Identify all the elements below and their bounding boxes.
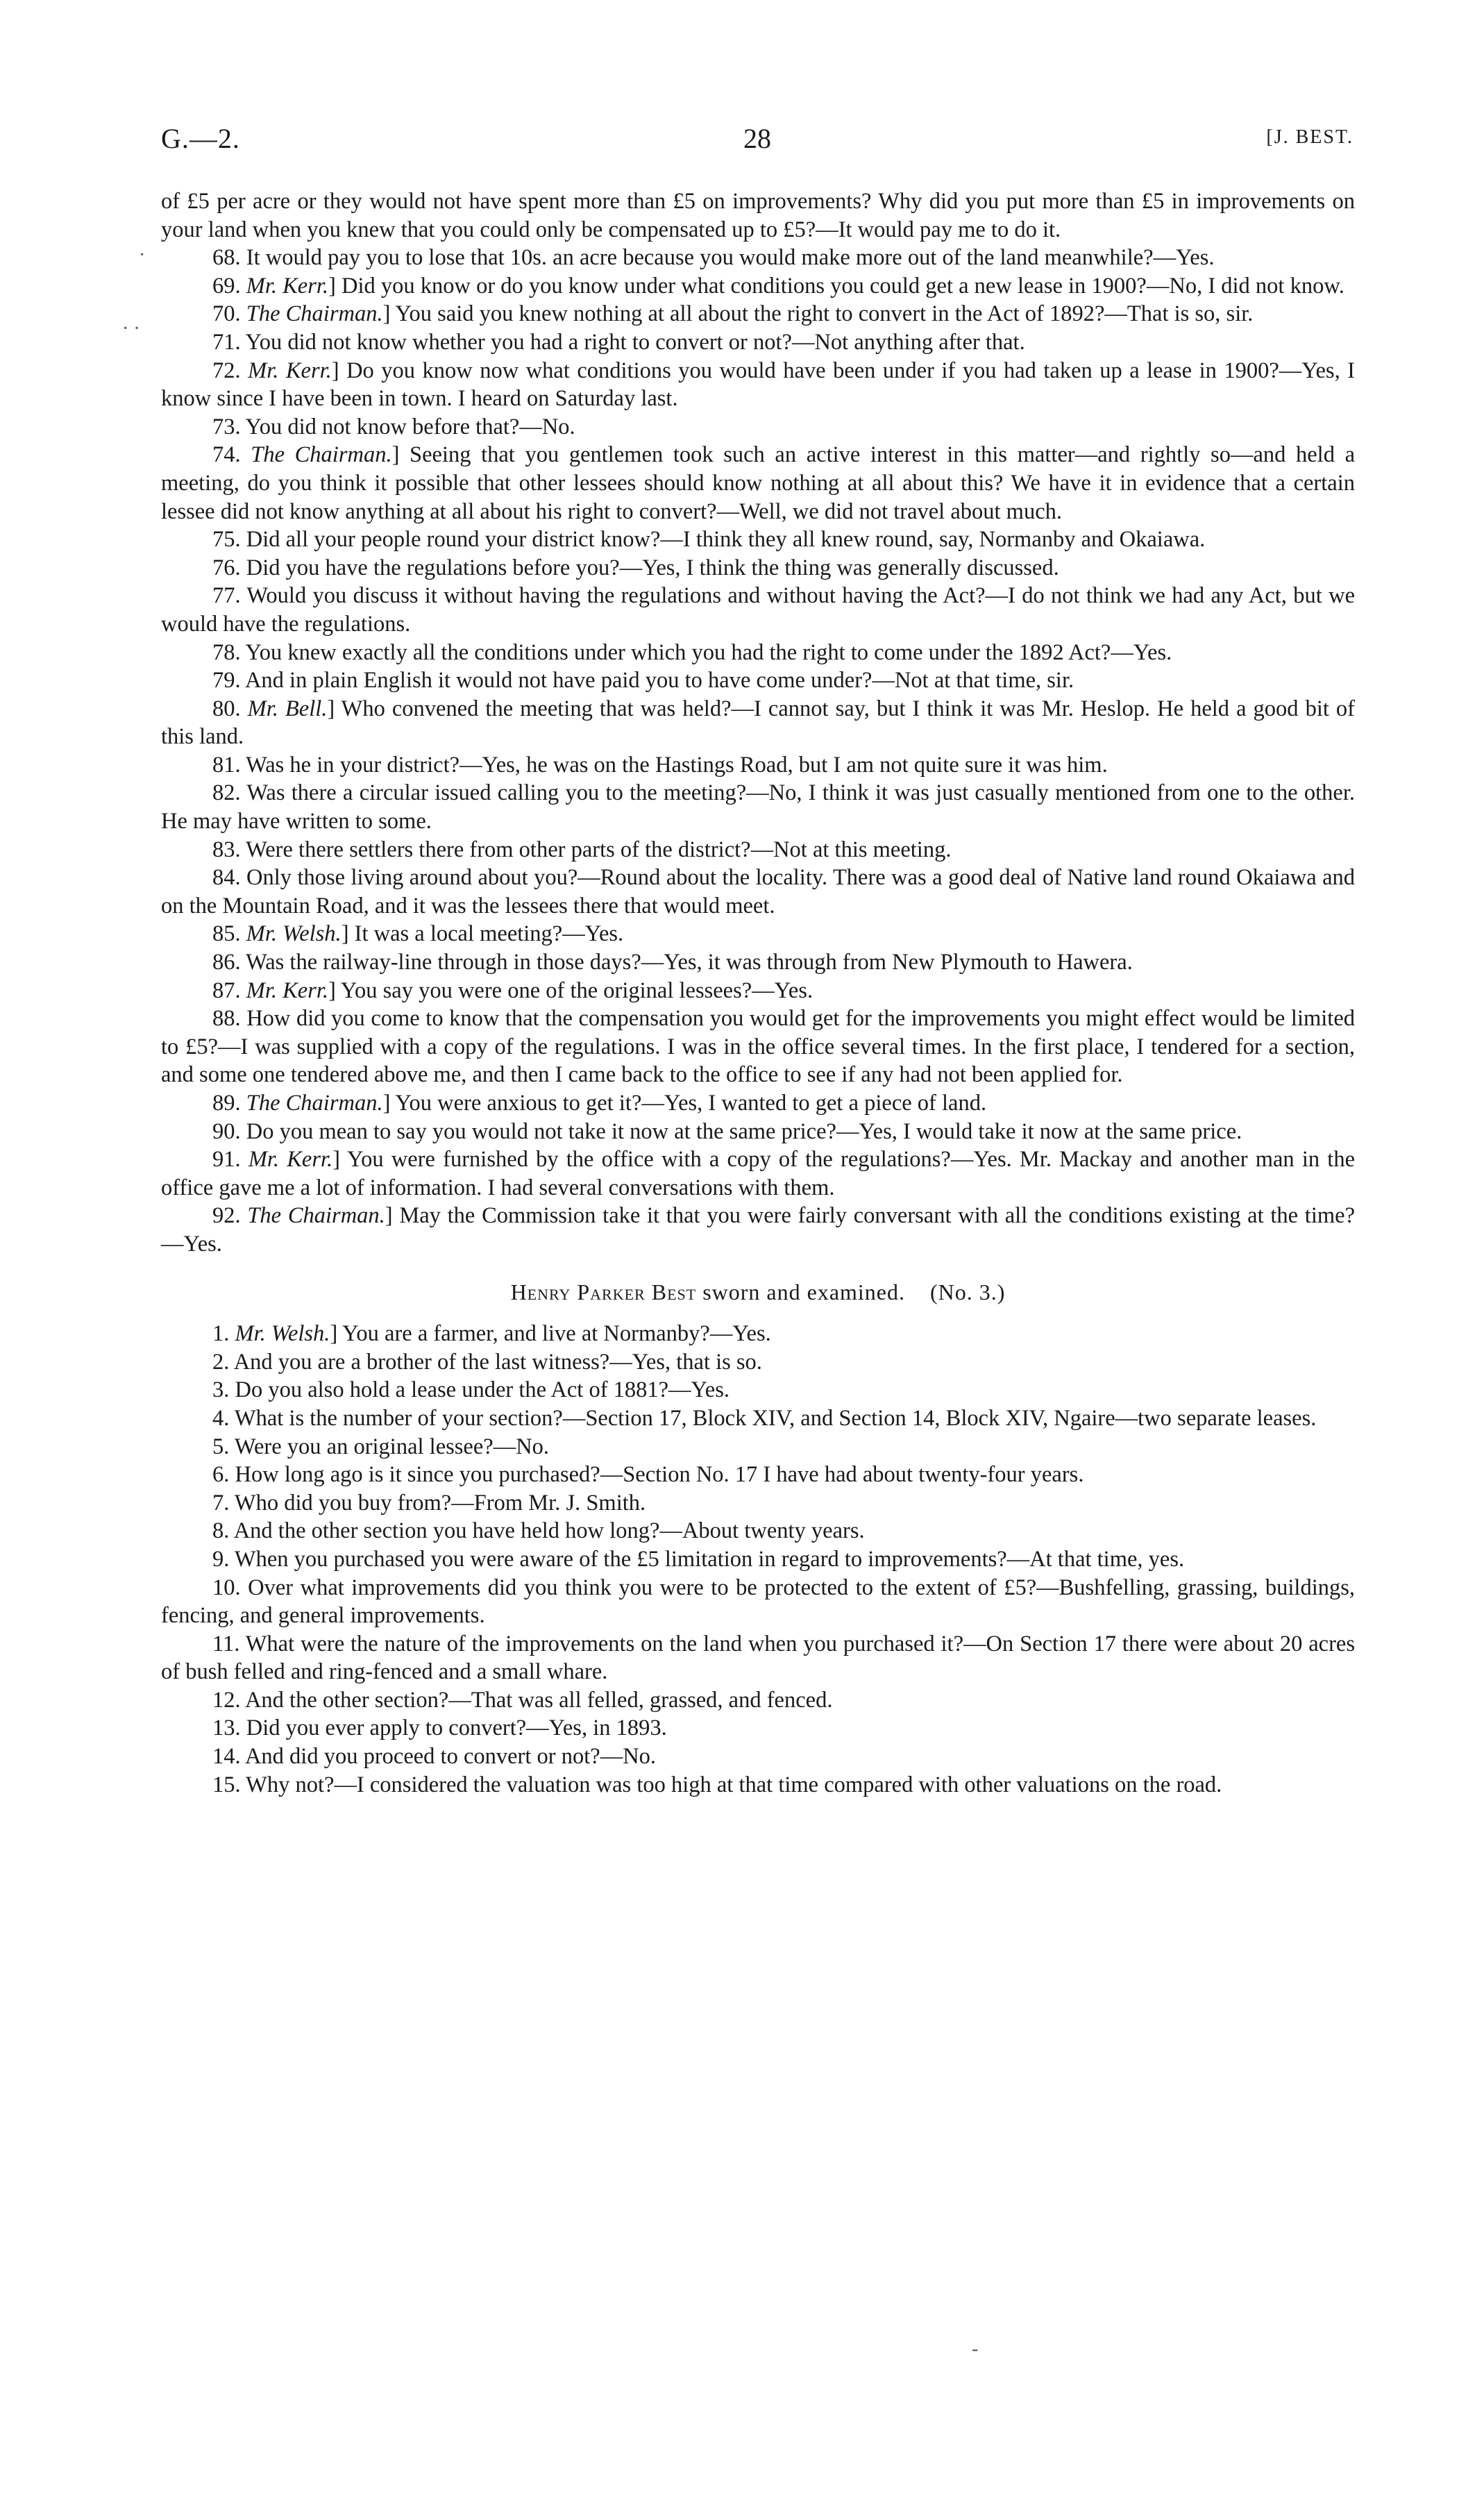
paragraph: 2. And you are a brother of the last witness?—Yes, that is so.: [212, 1349, 762, 1375]
question-text: ] You say you were one of the original lessees?—Yes.: [328, 977, 813, 1003]
margin-mark: · ·: [122, 318, 140, 339]
paragraph: [161, 441, 1355, 526]
paragraph: 81. Was he in your district?—Yes, he was on the Hastings Road, but I am not quite sure it was him.: [212, 752, 1108, 778]
paragraph: [161, 920, 1355, 948]
paragraph: 76. Did you have the regulations before you?—Yes, I think the thing was generally discussed.: [212, 555, 1059, 580]
paragraph: [161, 272, 1355, 301]
witness-name: Henry Parker Best: [510, 1279, 697, 1304]
paragraph: 83. Were there settlers there from other parts of the district?—Not at this meeting.: [212, 837, 952, 862]
paragraph: [161, 977, 1355, 1005]
margin-mark: -: [972, 2338, 979, 2360]
question-number: 85.: [212, 921, 241, 947]
question-number: 70.: [212, 301, 241, 327]
speaker: Mr. Kerr.: [248, 358, 332, 383]
paragraph: 86. Was the railway-line through in those days?—Yes, it was through from New Plymouth to Hawera.: [212, 950, 1133, 975]
paragraph: 82. Was there a circular issued calling you to the meeting?—No, I think it was just casually mentioned from one to the other. He may have written to some.: [161, 780, 1355, 834]
paragraph: 11. What were the nature of the improvements on the land when you purchased it?—On Section 17 there were about 20 acres of bush felled and ring-fenced and a small whare.: [161, 1631, 1355, 1685]
margin-mark: ·: [139, 244, 146, 266]
speaker: Mr. Welsh.: [235, 1321, 330, 1347]
paragraph: 79. And in plain English it would not have paid you to have come under?—Not at that time, sir.: [212, 668, 1074, 694]
paragraph: 73. You did not know before that?—No.: [212, 414, 575, 439]
paragraph: 75. Did all your people round your district know?—I think they all knew round, say, Normanby and Okaiawa.: [212, 527, 1206, 553]
paragraph: 4. What is the number of your section?—Section 17, Block XIV, and Section 14, Block XIV, Ngaire—two separate leases.: [212, 1405, 1317, 1431]
paragraph: 6. How long ago is it since you purchased?—Section No. 17 I have had about twenty-four years.: [212, 1462, 1084, 1488]
paragraph: [161, 357, 1355, 413]
question-number: 1.: [212, 1321, 230, 1347]
paragraph: 15. Why not?—I considered the valuation was too high at that time compared with other valuations on the road.: [212, 1772, 1222, 1797]
paragraph: 84. Only those living around about you?—Round about the locality. There was a good deal of Native land round Okaiawa and on the Mountain Road, and it was the lessees there that would meet.: [161, 865, 1355, 918]
question-text: ] You said you knew nothing at all about the right to convert in the Act of 1892?—That is so, sir.: [382, 301, 1254, 327]
speaker: Mr. Bell.: [247, 696, 328, 721]
question-text: ] You were furnished by the office with a copy of the regulations?—Yes. Mr. Mackay and another man in the office gave me a lot of information. I had several conversations with them.: [161, 1147, 1356, 1200]
paragraph: 5. Were you an original lessee?—No.: [212, 1434, 550, 1459]
paragraph: 14. And did you proceed to convert or not?—No.: [212, 1744, 657, 1770]
question-text: ] You were anxious to get it?—Yes, I wanted to get a piece of land.: [382, 1091, 987, 1116]
question-text: ] It was a local meeting?—Yes.: [341, 921, 624, 947]
question-number: 69.: [212, 273, 241, 299]
paragraph: 71. You did not know whether you had a right to convert or not?—Not anything after that.: [212, 329, 1025, 355]
question-number: 89.: [212, 1091, 241, 1116]
paragraph: 10. Over what improvements did you think you were to be protected to the extent of £5?—Bushfelling, grassing, buildings, fencing, and general improvements.: [161, 1575, 1355, 1629]
witness-heading-text: sworn and examined.: [696, 1279, 905, 1304]
paragraph: 7. Who did you buy from?—From Mr. J. Smith.: [212, 1490, 646, 1516]
speaker: The Chairman.: [246, 301, 383, 327]
paragraph: 13. Did you ever apply to convert?—Yes, in 1893.: [212, 1715, 667, 1741]
speaker: Mr. Kerr.: [248, 1147, 333, 1173]
question-number: 80.: [212, 696, 241, 721]
paragraph: 68. It would pay you to lose that 10s. an acre because you would make more out of the land meanwhile?—Yes.: [212, 245, 1215, 271]
paragraph: 3. Do you also hold a lease under the Act of 1881?—Yes.: [212, 1377, 730, 1403]
question-text: ] You are a farmer, and live at Normanby?—Yes.: [330, 1321, 771, 1347]
page-header: [161, 122, 1354, 164]
speaker: Mr. Kerr.: [246, 977, 329, 1003]
witness-heading: [161, 1278, 1355, 1307]
paragraph: [161, 300, 1355, 328]
speaker: Mr. Kerr.: [246, 273, 329, 299]
paragraph: [161, 1089, 1355, 1118]
speaker: The Chairman.: [246, 1091, 383, 1116]
running-head-witness: [J. BEST.: [1266, 126, 1354, 148]
question-number: 91.: [212, 1147, 241, 1173]
speaker: Mr. Welsh.: [246, 921, 342, 947]
speaker: The Chairman.: [251, 442, 392, 468]
paragraph: 77. Would you discuss it without having the regulations and without having the Act?—I do not think we had any Act, but we would have the regulations.: [161, 583, 1355, 637]
question-text: ] Did you know or do you know under what conditions you could get a new lease in 1900?—No, I did not know.: [328, 273, 1344, 299]
page-number: 28: [743, 123, 771, 154]
paragraph: 8. And the other section you have held how long?—About twenty years.: [212, 1518, 865, 1544]
paragraph: 78. You knew exactly all the conditions under which you had the right to come under the 1892 Act?—Yes.: [212, 639, 1172, 665]
paragraph: 12. And the other section?—That was all felled, grassed, and fenced.: [212, 1687, 833, 1713]
paragraph: 9. When you purchased you were aware of the £5 limitation in regard to improvements?—At that time, yes.: [212, 1546, 1185, 1572]
paragraph: [161, 1145, 1355, 1202]
speaker: The Chairman.: [247, 1203, 385, 1229]
question-text: ] Do you know now what conditions you would have been under if you had taken up a lease in 1900?—Yes, I know since I have been in town. I heard on Saturday last.: [161, 358, 1356, 412]
question-number: 87.: [212, 977, 241, 1003]
body-text: [161, 187, 1355, 1799]
question-number: 72.: [212, 358, 241, 383]
question-number: 74.: [212, 442, 241, 468]
paragraph: 88. How did you come to know that the compensation you would get for the improvements you might effect would be limited to £5?—I was supplied with a copy of the regulations. I was in the office several times. In the first place, I tendered for a section, and some one tendered above me, and then I came back to the office to see if any had not been applied for.: [161, 1006, 1355, 1088]
paragraph: [161, 1202, 1355, 1258]
question-text: ] May the Commission take it that you were fairly conversant with all the conditions existing at the time?—Yes.: [161, 1203, 1355, 1257]
question-text: ] Seeing that you gentlemen took such an active interest in this matter—and rightly so—and held a meeting, do you think it possible that other lessees should know nothing at all about this? We have it in evidence that a certain lessee did not know anything at all about his right to convert?—Well, we did not travel about much.: [161, 442, 1355, 524]
paragraph: [161, 1320, 1355, 1348]
question-number: 92.: [212, 1203, 241, 1229]
document-code: G.—2.: [161, 123, 240, 154]
paragraph: [161, 695, 1355, 751]
question-text: ] Who convened the meeting that was held?—I cannot say, but I think it was Mr. Heslop. He held a good bit of this land.: [161, 696, 1355, 750]
witness-number: (No. 3.): [930, 1279, 1006, 1304]
paragraph: 90. Do you mean to say you would not take it now at the same price?—Yes, I would take it now at the same price.: [212, 1118, 1242, 1144]
paragraph: of £5 per acre or they would not have spent more than £5 on improvements? Why did you put more than £5 in improvements on your land when you knew that you could only be compensated up to £5?—It would pay me to do it.: [161, 189, 1355, 242]
